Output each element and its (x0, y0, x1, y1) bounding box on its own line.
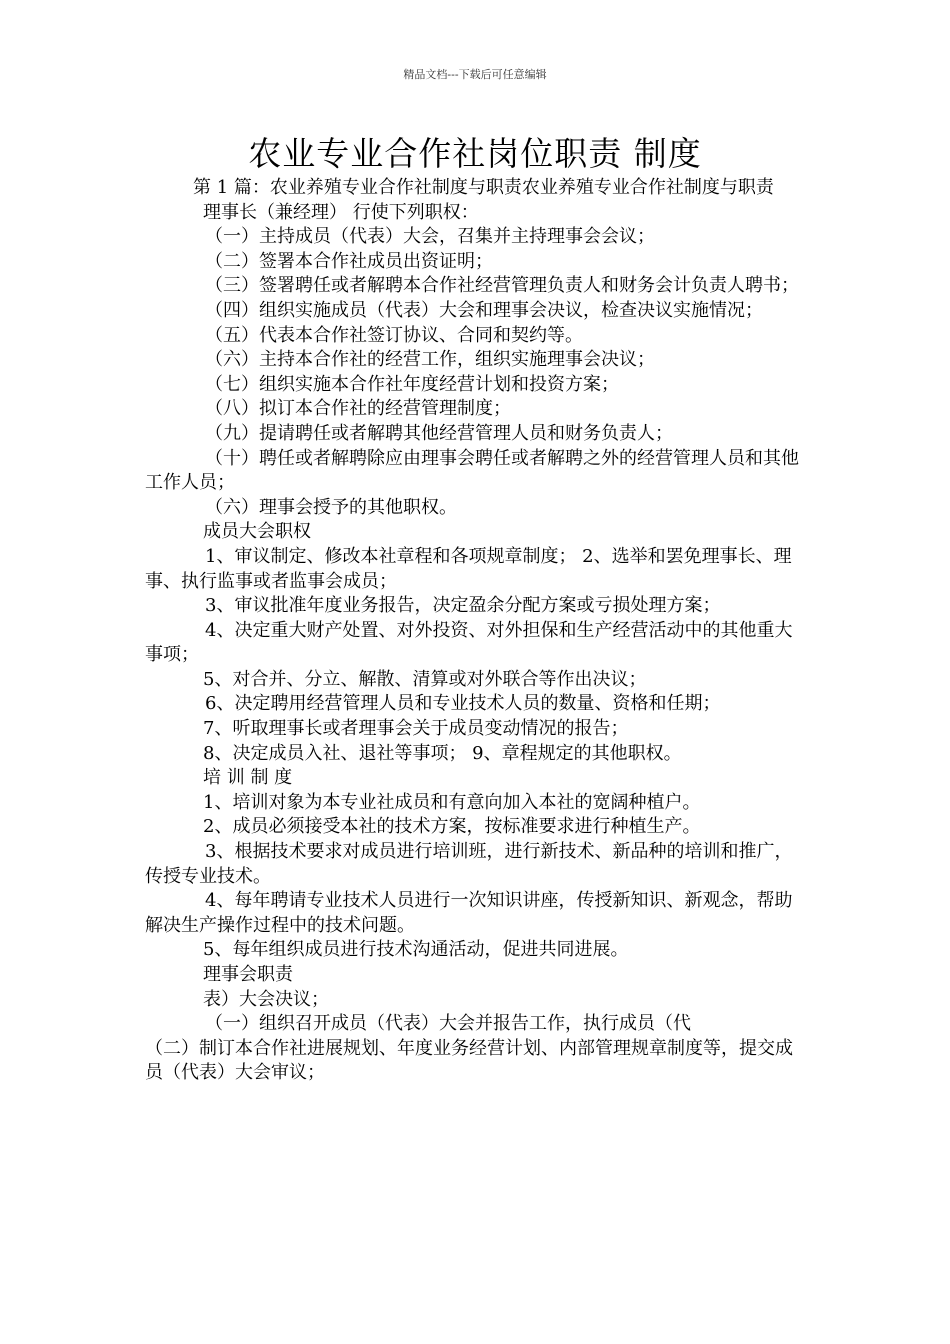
paragraph: 3、审议批准年度业务报告，决定盈余分配方案或亏损处理方案； (205, 595, 721, 617)
paragraph: （七）组织实施本合作社年度经营计划和投资方案； (205, 373, 619, 395)
paragraph: （八）拟订本合作社的经营管理制度； (205, 398, 511, 420)
paragraph: 4、每年聘请专业技术人员进行一次知识讲座，传授新知识、新观念，帮助解决生产操作过程中的技术问题。 (145, 890, 793, 936)
paragraph: （五）代表本合作社签订协议、合同和契约等。 (205, 324, 583, 346)
paragraph: （九）提请聘任或者解聘其他经营管理人员和财务负责人； (205, 422, 673, 444)
paragraph: 理事长（兼经理） 行使下列职权： (203, 201, 479, 223)
page-header: 精品文档---下载后可任意编辑 (403, 68, 547, 81)
paragraph: 第 1 篇：农业养殖专业合作社制度与职责农业养殖专业合作社制度与职责 (193, 177, 774, 198)
paragraph: （一）组织召开成员（代表）大会并报告工作，执行成员（代 (205, 1013, 691, 1035)
paragraph: 6、决定聘用经营管理人员和专业技术人员的数量、资格和任期； (205, 693, 721, 715)
paragraph: 培 训 制 度 (203, 767, 293, 789)
paragraph: 表）大会决议； (203, 988, 329, 1010)
paragraph: （三）签署聘任或者解聘本合作社经营管理负责人和财务会计负责人聘书； (205, 275, 799, 297)
paragraph: 4、决定重大财产处置、对外投资、对外担保和生产经营活动中的其他重大事项； (145, 619, 793, 666)
paragraph: 理事会职责 (203, 964, 293, 985)
paragraph: 3、根据技术要求对成员进行培训班，进行新技术、新品种的培训和推广，传授专业技术。 (145, 841, 793, 887)
paragraph: 1、培训对象为本专业社成员和有意向加入本社的宽阔种植户。 (203, 791, 701, 813)
paragraph: 8、决定成员入社、退社等事项； 9、章程规定的其他职权。 (203, 742, 682, 764)
paragraph: （四）组织实施成员（代表）大会和理事会决议，检查决议实施情况； (205, 299, 763, 321)
document-title: 农业专业合作社岗位职责 制度 (248, 134, 702, 173)
paragraph: 5、对合并、分立、解散、清算或对外联合等作出决议； (203, 668, 647, 690)
paragraph: （一）主持成员（代表）大会，召集并主持理事会会议； (205, 226, 655, 248)
paragraph: （二）签署本合作社成员出资证明； (205, 250, 493, 272)
paragraph: 5、每年组织成员进行技术沟通活动，促进共同进展。 (203, 939, 629, 961)
paragraph: （六）主持本合作社的经营工作，组织实施理事会决议； (205, 349, 655, 371)
paragraph: 成员大会职权 (203, 521, 311, 543)
paragraph: （二）制订本合作社进展规划、年度业务经营计划、内部管理规章制度等，提交成员（代表）大会审议； (145, 1037, 793, 1084)
paragraph: （六）理事会授予的其他职权。 (205, 496, 457, 518)
paragraph: 2、成员必须接受本社的技术方案，按标准要求进行种植生产。 (203, 816, 701, 838)
paragraph: （十）聘任或者解聘除应由理事会聘任或者解聘之外的经营管理人员和其他工作人员； (145, 447, 799, 494)
document-body (145, 176, 810, 1086)
paragraph: 1、审议制定、修改本社章程和各项规章制度； 2、选举和罢免理事长、理事、执行监事或者监事会成员； (145, 545, 792, 592)
paragraph: 7、听取理事长或者理事会关于成员变动情况的报告； (203, 718, 629, 740)
